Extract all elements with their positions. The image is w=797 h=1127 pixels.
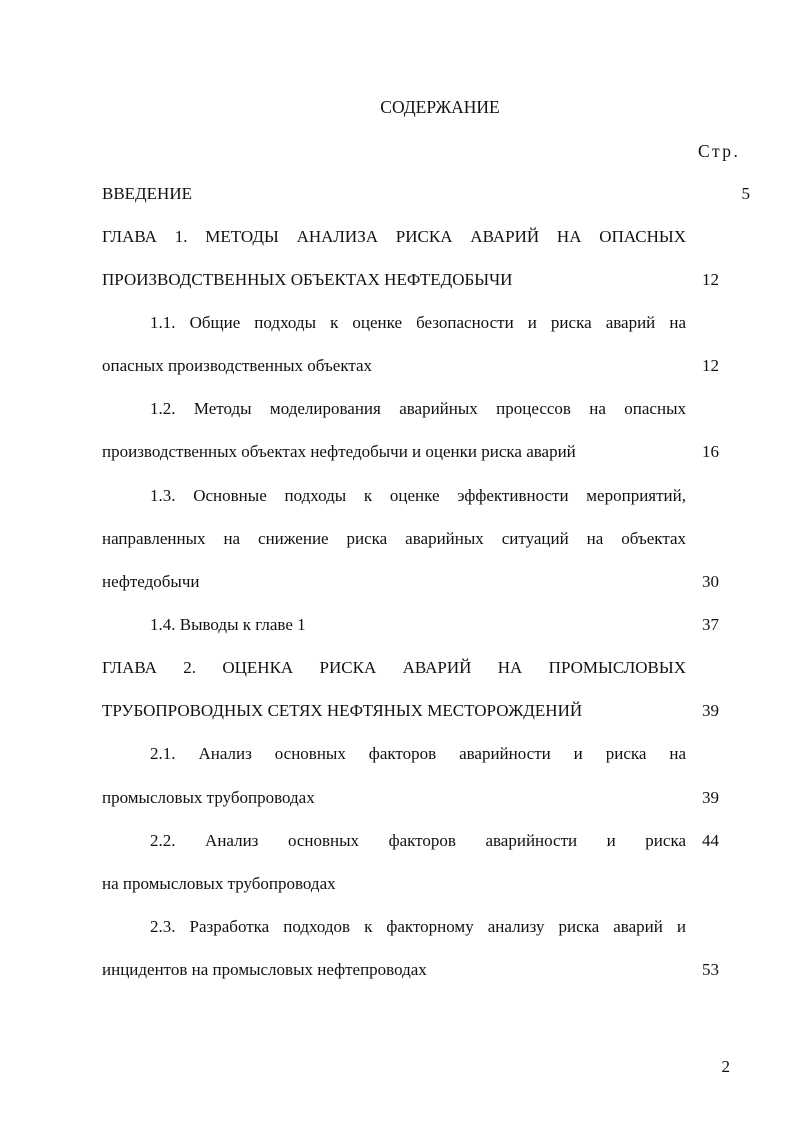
page-title: СОДЕРЖАНИЕ [380,97,500,117]
toc-section-2-2-line2: на промысловых трубопроводах [102,874,336,893]
toc-page-section-1-4: 37 [702,615,719,634]
toc-entry-intro: ВВЕДЕНИЕ [102,184,192,203]
toc-section-2-3-line1: 2.3. Разработка подходов к факторному анализу риска аварий и [150,917,686,936]
toc-page-chapter-1: 12 [702,270,719,289]
page-column-label: Стр. [698,141,741,161]
toc-page-chapter-2: 39 [702,701,719,720]
toc-section-2-1-line2: промысловых трубопроводах [102,788,315,807]
toc-section-1-3-line2: направленных на снижение риска аварийных ситуаций на объектах [102,529,686,548]
toc-page-intro: 5 [741,184,750,203]
toc-chapter-1-line1: ГЛАВА 1. МЕТОДЫ АНАЛИЗА РИСКА АВАРИЙ НА ОПАСНЫХ [102,227,686,246]
toc-section-2-3-line2: инцидентов на промысловых нефтепроводах [102,960,427,979]
toc-page-section-2-2: 44 [702,831,719,850]
toc-section-1-1-line1: 1.1. Общие подходы к оценке безопасности и риска аварий на [150,313,686,332]
toc-page-section-2-1: 39 [702,788,719,807]
toc-page-section-1-3: 30 [702,572,719,591]
toc-section-1-1-line2: опасных производственных объектах [102,356,373,375]
toc-section-1-3-line3: нефтедобычи [102,572,200,591]
toc-page-section-1-2: 16 [702,442,719,461]
toc-chapter-2-line1: ГЛАВА 2. ОЦЕНКА РИСКА АВАРИЙ НА ПРОМЫСЛОВЫХ [102,658,686,677]
toc-section-1-4: 1.4. Выводы к главе 1 [150,615,306,634]
toc-section-1-2-line2: производственных объектах нефтедобычи и оценки риска аварий [102,442,576,461]
toc-page-section-2-3: 53 [702,960,719,979]
toc-section-2-1-line1: 2.1. Анализ основных факторов аварийности и риска на [150,744,686,763]
toc-section-2-2-line1: 2.2. Анализ основных факторов аварийности и риска [150,831,686,850]
toc-chapter-1-line2: ПРОИЗВОДСТВЕННЫХ ОБЪЕКТАХ НЕФТЕДОБЫЧИ [102,270,513,289]
toc-section-1-3-line1: 1.3. Основные подходы к оценке эффективности мероприятий, [150,486,686,505]
toc-section-1-2-line1: 1.2. Методы моделирования аварийных процессов на опасных [150,399,686,418]
toc-page-section-1-1: 12 [702,356,719,375]
page-number: 2 [721,1057,730,1076]
toc-chapter-2-line2: ТРУБОПРОВОДНЫХ СЕТЯХ НЕФТЯНЫХ МЕСТОРОЖДЕНИЙ [102,701,583,720]
